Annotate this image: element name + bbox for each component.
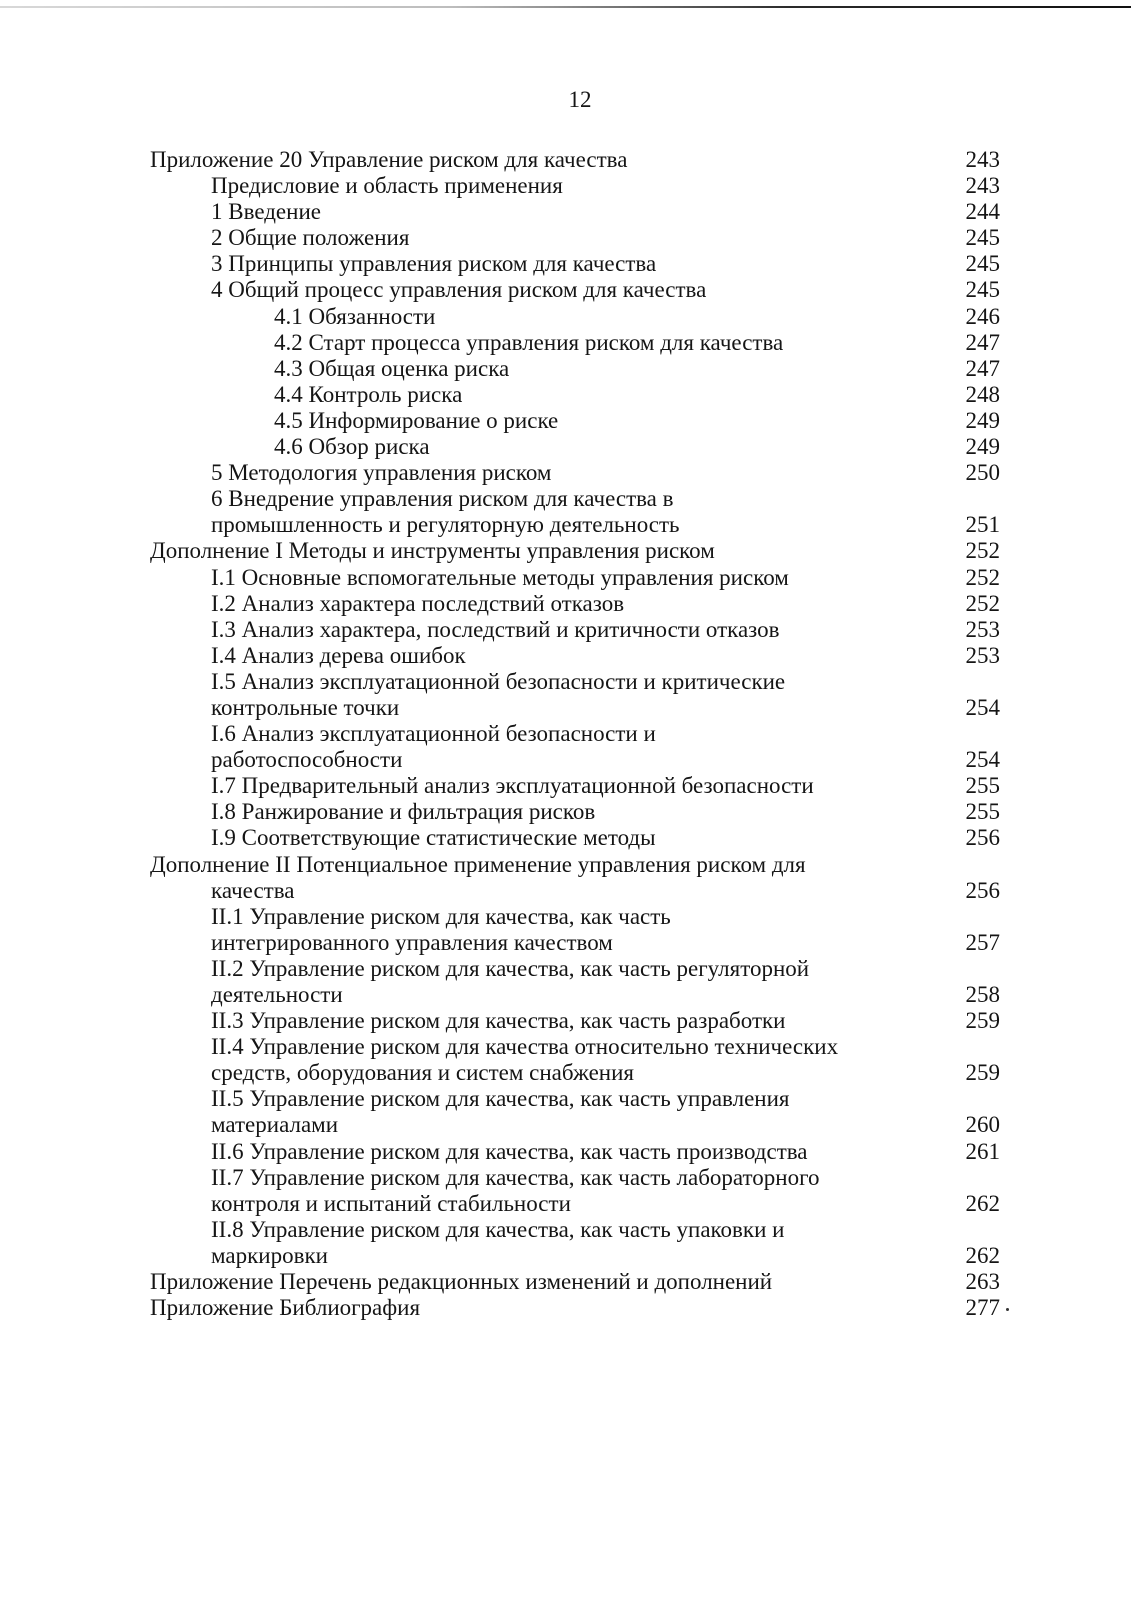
toc-entry-page: 257 <box>965 929 1000 955</box>
toc-entry-page: 252 <box>965 590 1000 616</box>
toc-entry-page: 249 <box>965 407 1000 433</box>
toc-entry-title: I.5 Анализ эксплуатационной безопасности и критические <box>211 668 786 694</box>
toc-entry <box>0 408 1131 434</box>
page-number: 12 <box>568 87 592 112</box>
toc-entry-title-continuation: средств, оборудования и систем снабжения <box>211 1060 634 1086</box>
toc-entry-title-continuation: промышленность и регуляторную деятельность <box>211 512 680 538</box>
toc-entry-page: 259 <box>965 1008 1000 1034</box>
toc-entry-page: 243 <box>965 147 1000 172</box>
toc-entry <box>0 773 1131 799</box>
toc-entry-title: II.2 Управление риском для качества, как часть регуляторной <box>211 955 810 981</box>
toc-entry-title: Приложение Перечень редакционных изменений и дополнений <box>150 1269 773 1295</box>
toc-entry-page: 253 <box>965 616 1000 642</box>
toc-entry-page: 277 <box>965 1295 1000 1321</box>
toc-entry-title-continuation: качества <box>211 877 295 903</box>
toc-entry <box>0 1269 1131 1295</box>
toc-entry-page: 256 <box>965 825 1000 851</box>
toc-entry-page: 243 <box>965 173 1000 199</box>
toc-entry <box>0 565 1131 591</box>
toc-entry-page: 245 <box>965 277 1000 303</box>
toc-entry-title-continuation: материалами <box>211 1112 339 1138</box>
toc-entry <box>0 356 1131 382</box>
toc-entry-page: 259 <box>965 1060 1000 1086</box>
toc-entry <box>0 904 1131 956</box>
toc-entry-page: 254 <box>965 694 1000 720</box>
toc-entry-title: I.4 Анализ дерева ошибок <box>211 642 466 668</box>
toc-entry <box>0 643 1131 669</box>
toc-entry-title: I.9 Соответствующие статистические методы <box>211 825 656 851</box>
toc-entry-page: 255 <box>965 799 1000 825</box>
toc-entry <box>0 1217 1131 1269</box>
toc-entry-page: 247 <box>965 355 1000 381</box>
toc-entry-title-continuation: маркировки <box>211 1242 328 1268</box>
toc-entry-title: 6 Внедрение управления риском для качества в <box>211 486 674 512</box>
toc-entry <box>0 277 1131 303</box>
toc-entry-title: II.3 Управление риском для качества, как часть разработки <box>211 1008 786 1034</box>
toc-entry-title: 4.4 Контроль риска <box>274 381 463 407</box>
toc-entry <box>0 1086 1131 1138</box>
toc-entry-page: 263 <box>965 1269 1000 1295</box>
toc-entry-title: II.5 Управление риском для качества, как часть управления <box>211 1086 790 1112</box>
toc-entry-page: 244 <box>965 199 1000 225</box>
toc-entry <box>0 721 1131 773</box>
toc-entry <box>0 852 1131 904</box>
toc-entry-page: 250 <box>965 460 1000 486</box>
toc-entry <box>0 617 1131 643</box>
toc-entry <box>0 173 1131 199</box>
toc-entry-title: II.8 Управление риском для качества, как часть упаковки и <box>211 1216 785 1242</box>
toc-entry-title: 5 Методология управления риском <box>211 460 552 486</box>
toc-entry <box>0 1165 1131 1217</box>
toc-entry-page: 252 <box>965 564 1000 590</box>
toc-entry-page: 245 <box>965 225 1000 251</box>
toc-entry-title: I.8 Ранжирование и фильтрация рисков <box>211 799 596 825</box>
toc-entry-title: Приложение Библиография <box>150 1295 421 1321</box>
toc-entry <box>0 199 1131 225</box>
toc-entry-title: I.7 Предварительный анализ эксплуатационной безопасности <box>211 773 814 799</box>
toc-entry-title: 4.2 Старт процесса управления риском для качества <box>274 329 784 355</box>
toc-entry <box>0 591 1131 617</box>
toc-entry-page: 260 <box>965 1112 1000 1138</box>
toc-entry-title: II.1 Управление риском для качества, как часть <box>211 903 671 929</box>
toc-entry <box>0 956 1131 1008</box>
toc-entry-title: I.6 Анализ эксплуатационной безопасности и <box>211 721 656 747</box>
toc-entry <box>0 382 1131 408</box>
toc-entry-title: 4.6 Обзор риска <box>274 434 430 460</box>
toc-entry-page: 246 <box>965 303 1000 329</box>
scan-speck <box>1006 1308 1009 1311</box>
toc-entry-title: II.6 Управление риском для качества, как часть производства <box>211 1138 808 1164</box>
toc-entry-title: I.2 Анализ характера последствий отказов <box>211 590 625 616</box>
toc-entry-title-continuation: интегрированного управления качеством <box>211 929 613 955</box>
toc-entry-page: 249 <box>965 434 1000 460</box>
toc-entry <box>0 304 1131 330</box>
toc-entry-title: 4.5 Информирование о риске <box>274 407 559 433</box>
toc-entry-title-continuation: контрольные точки <box>211 694 400 720</box>
toc-entry-title: 4.3 Общая оценка риска <box>274 355 510 381</box>
toc-entry-page: 262 <box>965 1190 1000 1216</box>
toc-entry-page: 256 <box>965 877 1000 903</box>
toc-entry <box>0 825 1131 851</box>
toc-entry-page: 252 <box>965 538 1000 564</box>
toc-entry-title: 4 Общий процесс управления риском для качества <box>211 277 707 303</box>
toc-entry <box>0 460 1131 486</box>
toc-entry-page: 255 <box>965 773 1000 799</box>
toc-entry <box>0 1295 1131 1321</box>
toc-entry <box>0 225 1131 251</box>
toc-entry-title: 3 Принципы управления риском для качества <box>211 251 657 277</box>
toc-entry-title: II.7 Управление риском для качества, как часть лабораторного <box>211 1164 820 1190</box>
toc-entry-page: 248 <box>965 381 1000 407</box>
toc-entry <box>0 1008 1131 1034</box>
toc-entry <box>0 486 1131 538</box>
toc-entry-page: 258 <box>965 982 1000 1007</box>
toc-entry <box>0 330 1131 356</box>
toc-entry-title: Предисловие и область применения <box>211 173 563 199</box>
toc-entry-page: 254 <box>965 747 1000 773</box>
toc-entry-page: 251 <box>965 512 1000 538</box>
toc-entry <box>0 538 1131 564</box>
toc-entry <box>0 434 1131 460</box>
toc-entry-title-continuation: работоспособности <box>211 747 403 773</box>
toc-entry-page: 253 <box>965 642 1000 668</box>
toc-entry-title: I.3 Анализ характера, последствий и критичности отказов <box>211 616 780 642</box>
toc-entry-title-continuation: деятельности <box>211 982 343 1007</box>
toc-entry-title: I.1 Основные вспомогательные методы управления риском <box>211 564 789 590</box>
toc-entry-page: 245 <box>965 251 1000 277</box>
toc-entry <box>0 669 1131 721</box>
toc-entry-title: Дополнение I Методы и инструменты управления риском <box>150 538 715 564</box>
toc-entry <box>0 799 1131 825</box>
toc-entry-page: 261 <box>965 1138 1000 1164</box>
toc-entry-page: 262 <box>965 1242 1000 1268</box>
toc-entry-title-continuation: контроля и испытаний стабильности <box>211 1190 571 1216</box>
toc-entry <box>0 251 1131 277</box>
toc-entry-title: 1 Введение <box>211 199 321 225</box>
toc-entry-title: Дополнение II Потенциальное применение управления риском для <box>150 851 806 877</box>
toc-entry-page: 247 <box>965 329 1000 355</box>
table-of-contents <box>0 147 1131 1321</box>
toc-entry-title: II.4 Управление риском для качества относительно технических <box>211 1034 839 1060</box>
toc-entry-title: 2 Общие положения <box>211 225 410 251</box>
toc-entry <box>0 1139 1131 1165</box>
top-border-line <box>0 6 1131 8</box>
toc-entry <box>0 147 1131 173</box>
toc-entry <box>0 1034 1131 1086</box>
toc-entry-title: Приложение 20 Управление риском для качества <box>150 147 628 172</box>
toc-entry-title: 4.1 Обязанности <box>274 303 436 329</box>
